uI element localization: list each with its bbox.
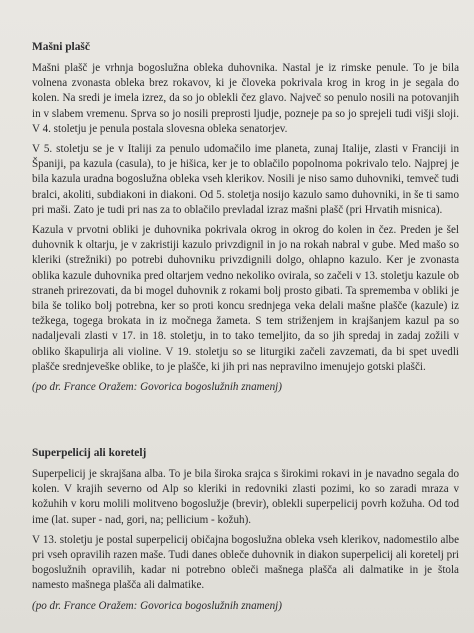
section-heading: Superpelicij ali koretelj	[32, 447, 147, 459]
paragraph: Kazula v prvotni obliki je duhovnika pokrivala okrog in okrog do kolen in čez. Preden je šel duhovnik k oltarju, je v zakristiji kazulo privzdignil in jo na rokah nabral v gube. Med mašo so kleriki (strežniki) po potrebi duhovniku privzdignili dolgo, ohlapno kazulo. Ker je zvonasta oblika kazule duhovnika pred oltarjem vedno nekoliko ovirala, so začeli v 13. stoletju kazule ob straneh prirezovati, da bi mogel duhovnik z rokami bolj prosto gibati. Ta sprememba v obliki je bila še toliko bolj potrebna, ker so proti koncu srednjega veka delali mašne plašče (kazule) iz težkega, togega brokata in iz močnega žameta. S tem striženjem in krajšanjem kazul pa so nadaljevali zlasti v 17. in 18. stoletju, in to tako temeljito, da so jih spredaj in zadaj zožili v obliko škapulirja ali violine. V 19. stoletju so se liturgiki začeli zavzemati, da bi spet uvedli plašče srednjeveške oblike, to je plašče, ki jih pri nas nepravilno imenujejo gotski plašči.	[32, 224, 459, 373]
paragraph: Mašni plašč je vrhnja bogoslužna obleka duhovnika. Nastal je iz rimske penule. To je bila volnena zvonasta obleka brez rokavov, ki je človeka pokrivala krog in krog in je segala do kolen. Na sredi je imela izrez, da so jo oblekli čez glavo. Največ so penulo nosili na potovanjih in v slabem vremenu. Sprva so jo nosili preprosti ljudje, pozneje pa so jo sprejeli tudi višji sloji. V 4. stoletju je penula postala slovesna obleka senatorjev.	[32, 62, 459, 135]
paragraph: Superpelicij je skrajšana alba. To je bila široka srajca s širokimi rokavi in je navadno segala do kolen. V krajih severno od Alp so kleriki in redovniki zlasti pozimi, ko so zaradi mraza v kožuhih v koru molili molitveno bogoslužje (brevir), oblekli superpelicij povrh kožuha. Od tod ime (lat. super - nad, gori, na; pellicium - kožuh).	[32, 468, 459, 526]
section-masni-plasc	[32, 40, 459, 400]
paragraph: V 13. stoletju je postal superpelicij običajna bogoslužna obleka vseh klerikov, nadomestilo albe pri vseh opravilih razen maše. Tudi danes obleče duhovnik in diakon superpelicij ali koretelj pri bogoslužnih opravilih, kadar ni potrebno obleči mašnega plašča ali dalmatike in je štola namesto mašnega plašča ali dalmatike.	[32, 533, 459, 592]
source-citation: (po dr. France Oražem: Govorica bogoslužnih znamenj)	[32, 599, 282, 612]
section-heading: Mašni plašč	[32, 41, 90, 53]
source-citation: (po dr. France Oražem: Govorica bogoslužnih znamenj)	[32, 381, 282, 394]
section-superpelicij	[32, 446, 459, 619]
paragraph: V 5. stoletju se je v Italiji za penulo udomačilo ime planeta, zunaj Italije, zlasti v Franciji in Španiji, pa kazula (casula), to je hišica, ker je to oblačilo popolnoma pokrivalo telo. Najprej je bila kazula uradna bogoslužna obleka vseh klerikov. Nosili je niso samo duhovniki, temveč tudi bralci, akoliti, subdiakoni in diakoni. Od 5. stoletja nosijo kazulo samo duhovniki, in še ti samo pri maši. Zato je tudi pri nas za to oblačilo prevladal izraz mašni plašč (pri Hrvatih misnica).	[32, 143, 459, 216]
